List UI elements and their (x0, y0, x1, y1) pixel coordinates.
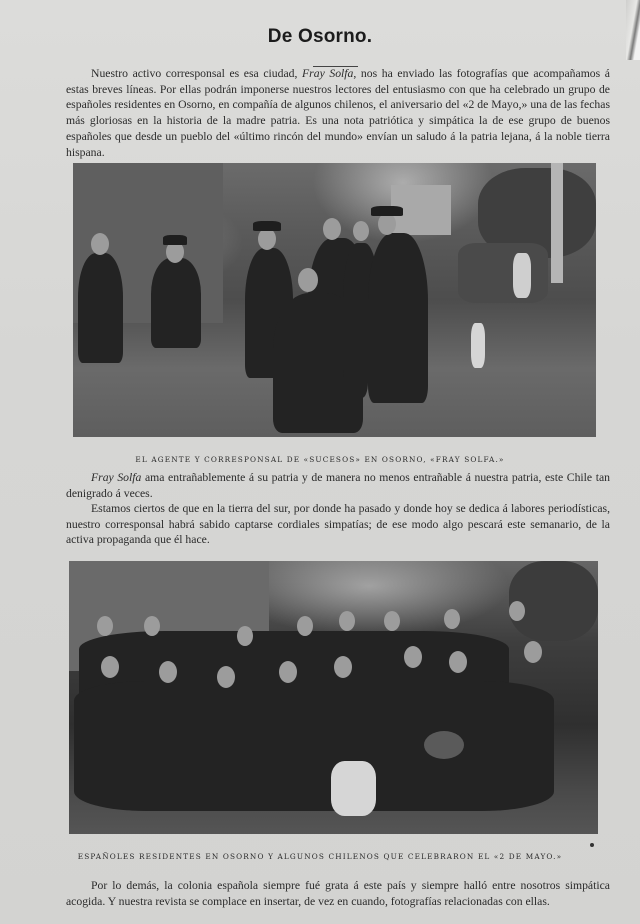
intro-text-rest: , nos ha enviado las fotografías que acompañamos á estas breves líneas. Por ellas podrán imponerse nuestros lectores del entusiasmo con que ha celebrado un grupo de españoles residentes en Osorno, en compañía de algunos chilenos, el aniversario del «2 de Mayo,» una de las fechas más gloriosas en la historia de la madre patria. Es una nota patriótica y simpática la de ese grupo de buenos españoles que desde un pueblo del «último rincón del mundo» envían un saludo á la patria lejana, á la noble tierra hispana. (66, 67, 610, 159)
hat (371, 206, 403, 216)
face (97, 616, 113, 636)
face (144, 616, 160, 636)
face (353, 221, 369, 241)
front-row (74, 681, 554, 811)
face (91, 233, 109, 255)
post (551, 163, 563, 283)
face (509, 601, 525, 621)
article-title: De Osorno. (267, 26, 373, 47)
intro-text-start: Nuestro activo corresponsal es esa ciudad, (91, 67, 303, 80)
photo-correspondent-group (73, 163, 596, 437)
correspondent-name: Fray Solfa (91, 471, 142, 484)
correspondent-text: ama entrañablemente á su patria y de manera no menos entrañable á nuestra patria, este Chile tan denigrado á veces. (66, 471, 610, 500)
face (159, 661, 177, 683)
face (217, 666, 235, 688)
face (101, 656, 119, 678)
hat (253, 221, 281, 231)
face (449, 651, 467, 673)
person (151, 258, 201, 348)
south-text: Estamos ciertos de que en la tierra del sur, por donde ha pasado y donde hoy se dedica á labores periodísticas, nuestro corresponsal habrá sabido captarse cordiales simpatías; de ese modo algo pescará este semanario, de la activa propaganda que él hace. (66, 502, 610, 547)
person (78, 253, 123, 363)
face (339, 611, 355, 631)
south-paragraph (66, 501, 610, 548)
person (368, 233, 428, 403)
dog (471, 323, 485, 368)
photo-caption-1: EL AGENTE Y CORRESPONSAL DE «SUCESOS» EN OSORNO, «FRAY SOLFA.» (135, 455, 505, 464)
closing-paragraph (66, 878, 610, 909)
hat (163, 235, 187, 245)
face (384, 611, 400, 631)
photo-spanish-residents-group (69, 561, 598, 834)
trees (509, 561, 598, 641)
horse (513, 253, 531, 298)
hat-in-hand (424, 731, 464, 759)
face (279, 661, 297, 683)
correspondent-name: Fray Solfa (302, 67, 354, 80)
face (258, 228, 276, 250)
intro-paragraph (66, 66, 610, 160)
face (323, 218, 341, 240)
face (524, 641, 542, 663)
dog (331, 761, 376, 816)
face (378, 213, 396, 235)
face (444, 609, 460, 629)
photo-caption-2: ESPAÑOLES RESIDENTES EN OSORNO Y ALGUNOS CHILENOS QUE CELEBRARON EL «2 DE MAYO.» (77, 852, 563, 861)
correspondent-paragraph (66, 470, 610, 501)
face (298, 268, 318, 292)
closing-text: Por lo demás, la colonia española siempre fué grata á este país y siempre halló entre nosotros simpática acogida. Y nuestra revista se complace en insertar, de vez en cuando, fotografías relacionadas con ellas. (66, 879, 610, 908)
face (334, 656, 352, 678)
horse-carriage (458, 243, 548, 303)
face (297, 616, 313, 636)
face (237, 626, 253, 646)
ink-speck (590, 843, 594, 847)
face (404, 646, 422, 668)
